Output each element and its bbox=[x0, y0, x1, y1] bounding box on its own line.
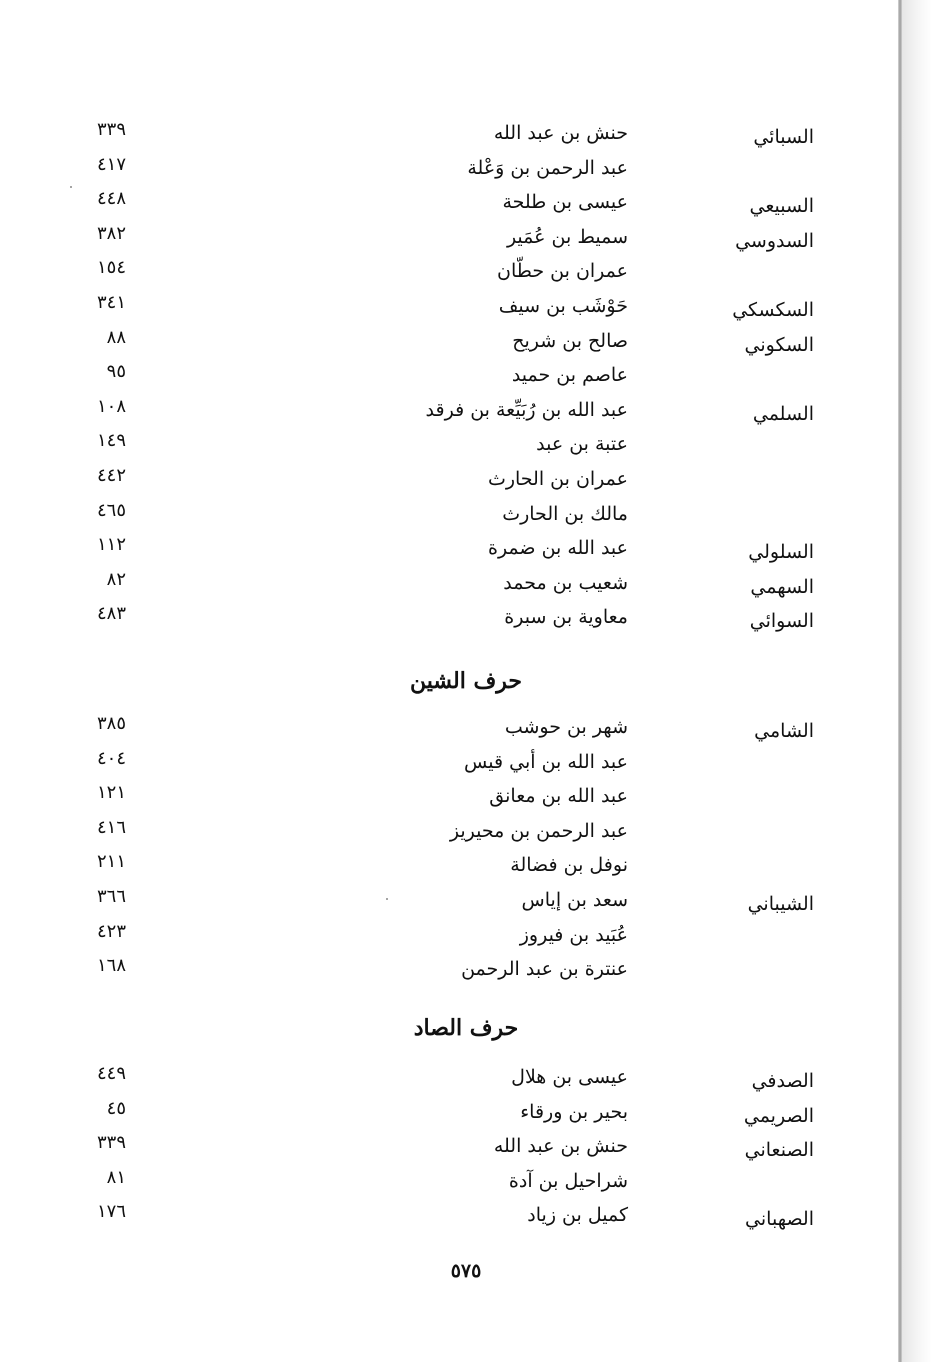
narrator-name: عمران بن الحارث bbox=[487, 468, 628, 490]
narrator-name: عيسى بن طلحة bbox=[502, 191, 628, 213]
section-heading: حرف الصاد bbox=[413, 1015, 519, 1041]
narrator-name: عبد الرحمن بن محيريز bbox=[449, 820, 628, 842]
index-entry-row bbox=[0, 1166, 932, 1200]
index-entry-row bbox=[0, 222, 932, 256]
page-reference: ٤٤٨ bbox=[96, 188, 126, 209]
narrator-name: عبد الرحمن بن وَعْلة bbox=[467, 157, 628, 179]
page-reference: ١٠٨ bbox=[96, 396, 126, 417]
index-entry-row bbox=[0, 1200, 932, 1234]
nisba-label: السبائي bbox=[753, 126, 814, 148]
index-entry-row bbox=[0, 602, 932, 636]
narrator-name: عيسى بن هلال bbox=[511, 1066, 628, 1088]
page-reference: ٨٢ bbox=[106, 569, 126, 590]
index-entry-row bbox=[0, 712, 932, 746]
index-entry-row bbox=[0, 326, 932, 360]
narrator-name: عُبَيد بن فيروز bbox=[519, 924, 628, 946]
index-entry-row bbox=[0, 291, 932, 325]
narrator-name: سعد بن إياس bbox=[521, 889, 628, 911]
narrator-name: معاوية بن سبرة bbox=[504, 606, 628, 628]
nisba-label: السبيعي bbox=[749, 195, 814, 217]
narrator-name: نوفل بن فضالة bbox=[510, 854, 628, 876]
page-reference: ٤٤٢ bbox=[96, 465, 126, 486]
page-reference: ١٧٦ bbox=[96, 1201, 126, 1222]
narrator-name: عتبة بن عبد bbox=[536, 433, 628, 455]
index-entry-row bbox=[0, 1062, 932, 1096]
page-reference: ٤١٧ bbox=[96, 154, 126, 175]
narrator-name: عبد الله بن أبي قيس bbox=[464, 751, 628, 773]
index-entry-row bbox=[0, 187, 932, 221]
nisba-label: السلمي bbox=[752, 403, 814, 425]
page-reference: ٤١٦ bbox=[96, 817, 126, 838]
index-entry-row bbox=[0, 499, 932, 533]
index-entry-row bbox=[0, 118, 932, 152]
page-reference: ٤٠٤ bbox=[96, 748, 126, 769]
nisba-label: الشامي bbox=[754, 720, 814, 742]
index-entry-row bbox=[0, 429, 932, 463]
index-entry-row bbox=[0, 568, 932, 602]
index-entry-row bbox=[0, 850, 932, 884]
page-reference: ٩٥ bbox=[106, 361, 126, 382]
index-entry-row bbox=[0, 153, 932, 187]
narrator-name: شراحيل بن آدة bbox=[508, 1170, 628, 1192]
index-entry-row bbox=[0, 781, 932, 815]
narrator-name: صالح بن شريح bbox=[512, 330, 628, 352]
narrator-name: عاصم بن حميد bbox=[511, 364, 628, 386]
nisba-label: السدوسي bbox=[735, 230, 814, 252]
narrator-name: حنش بن عبد الله bbox=[493, 1135, 628, 1157]
nisba-label: الشيباني bbox=[747, 893, 814, 915]
page-reference: ١٢١ bbox=[96, 782, 126, 803]
section-heading: حرف الشين bbox=[409, 668, 523, 694]
page-reference: ٤٢٣ bbox=[96, 921, 126, 942]
page-reference: ١٤٩ bbox=[96, 430, 126, 451]
page-reference: ٢١١ bbox=[96, 851, 126, 872]
narrator-name: حنش بن عبد الله bbox=[493, 122, 628, 144]
index-entry-row bbox=[0, 1131, 932, 1165]
page-reference: ٤٤٩ bbox=[96, 1063, 126, 1084]
narrator-name: عبد الله بن ضمرة bbox=[487, 537, 628, 559]
nisba-label: الصريمي bbox=[743, 1105, 814, 1127]
index-entry-row bbox=[0, 816, 932, 850]
narrator-name: عنترة بن عبد الرحمن bbox=[461, 958, 628, 980]
page-reference: ٣٨٥ bbox=[96, 713, 126, 734]
page-reference: ٣٣٩ bbox=[96, 119, 126, 140]
narrator-name: عبد الله بن معانق bbox=[489, 785, 628, 807]
page-reference: ٤٨٣ bbox=[96, 603, 126, 624]
index-entry-row bbox=[0, 360, 932, 394]
index-entry-row bbox=[0, 885, 932, 919]
narrator-name: مالك بن الحارث bbox=[502, 503, 628, 525]
index-entry-row bbox=[0, 747, 932, 781]
nisba-label: السلولي bbox=[748, 541, 814, 563]
nisba-label: السوائي bbox=[749, 610, 814, 632]
index-entry-row bbox=[0, 256, 932, 290]
page-reference: ٤٥ bbox=[106, 1098, 126, 1119]
nisba-label: السكسكي bbox=[732, 299, 814, 321]
index-entry-row bbox=[0, 533, 932, 567]
index-entry-row bbox=[0, 954, 932, 988]
narrator-name: سميط بن عُمَير bbox=[506, 226, 628, 248]
nisba-label: الصدفي bbox=[751, 1070, 814, 1092]
narrator-name: شعيب بن محمد bbox=[503, 572, 628, 594]
index-entry-row bbox=[0, 464, 932, 498]
nisba-label: السكوني bbox=[744, 334, 814, 356]
page-reference: ٣٨٢ bbox=[96, 223, 126, 244]
nisba-label: الصهباني bbox=[745, 1208, 814, 1230]
narrator-name: بحير بن ورقاء bbox=[520, 1101, 628, 1123]
nisba-label: السهمي bbox=[750, 576, 814, 598]
narrator-name: شهر بن حوشب bbox=[504, 716, 628, 738]
narrator-name: عبد الله بن رُبَيِّعة بن فرقد bbox=[425, 399, 628, 421]
page-reference: ٣٤١ bbox=[96, 292, 126, 313]
page-reference: ١٦٨ bbox=[96, 955, 126, 976]
page-reference: ١٥٤ bbox=[96, 257, 126, 278]
narrator-name: كميل بن زياد bbox=[527, 1204, 628, 1226]
page-reference: ٣٦٦ bbox=[96, 886, 126, 907]
page-reference: ٤٦٥ bbox=[96, 500, 126, 521]
index-entry-row bbox=[0, 395, 932, 429]
index-entry-row bbox=[0, 920, 932, 954]
index-entry-row bbox=[0, 1097, 932, 1131]
narrator-name: عمران بن حطّان bbox=[497, 260, 628, 282]
page-reference: ٣٣٩ bbox=[96, 1132, 126, 1153]
page-reference: ١١٢ bbox=[96, 534, 126, 555]
nisba-label: الصنعاني bbox=[744, 1139, 814, 1161]
page-reference: ٨٨ bbox=[106, 327, 126, 348]
page-reference: ٨١ bbox=[106, 1167, 126, 1188]
page-number: ٥٧٥ bbox=[450, 1260, 482, 1282]
narrator-name: حَوْشَب بن سيف bbox=[498, 295, 628, 317]
